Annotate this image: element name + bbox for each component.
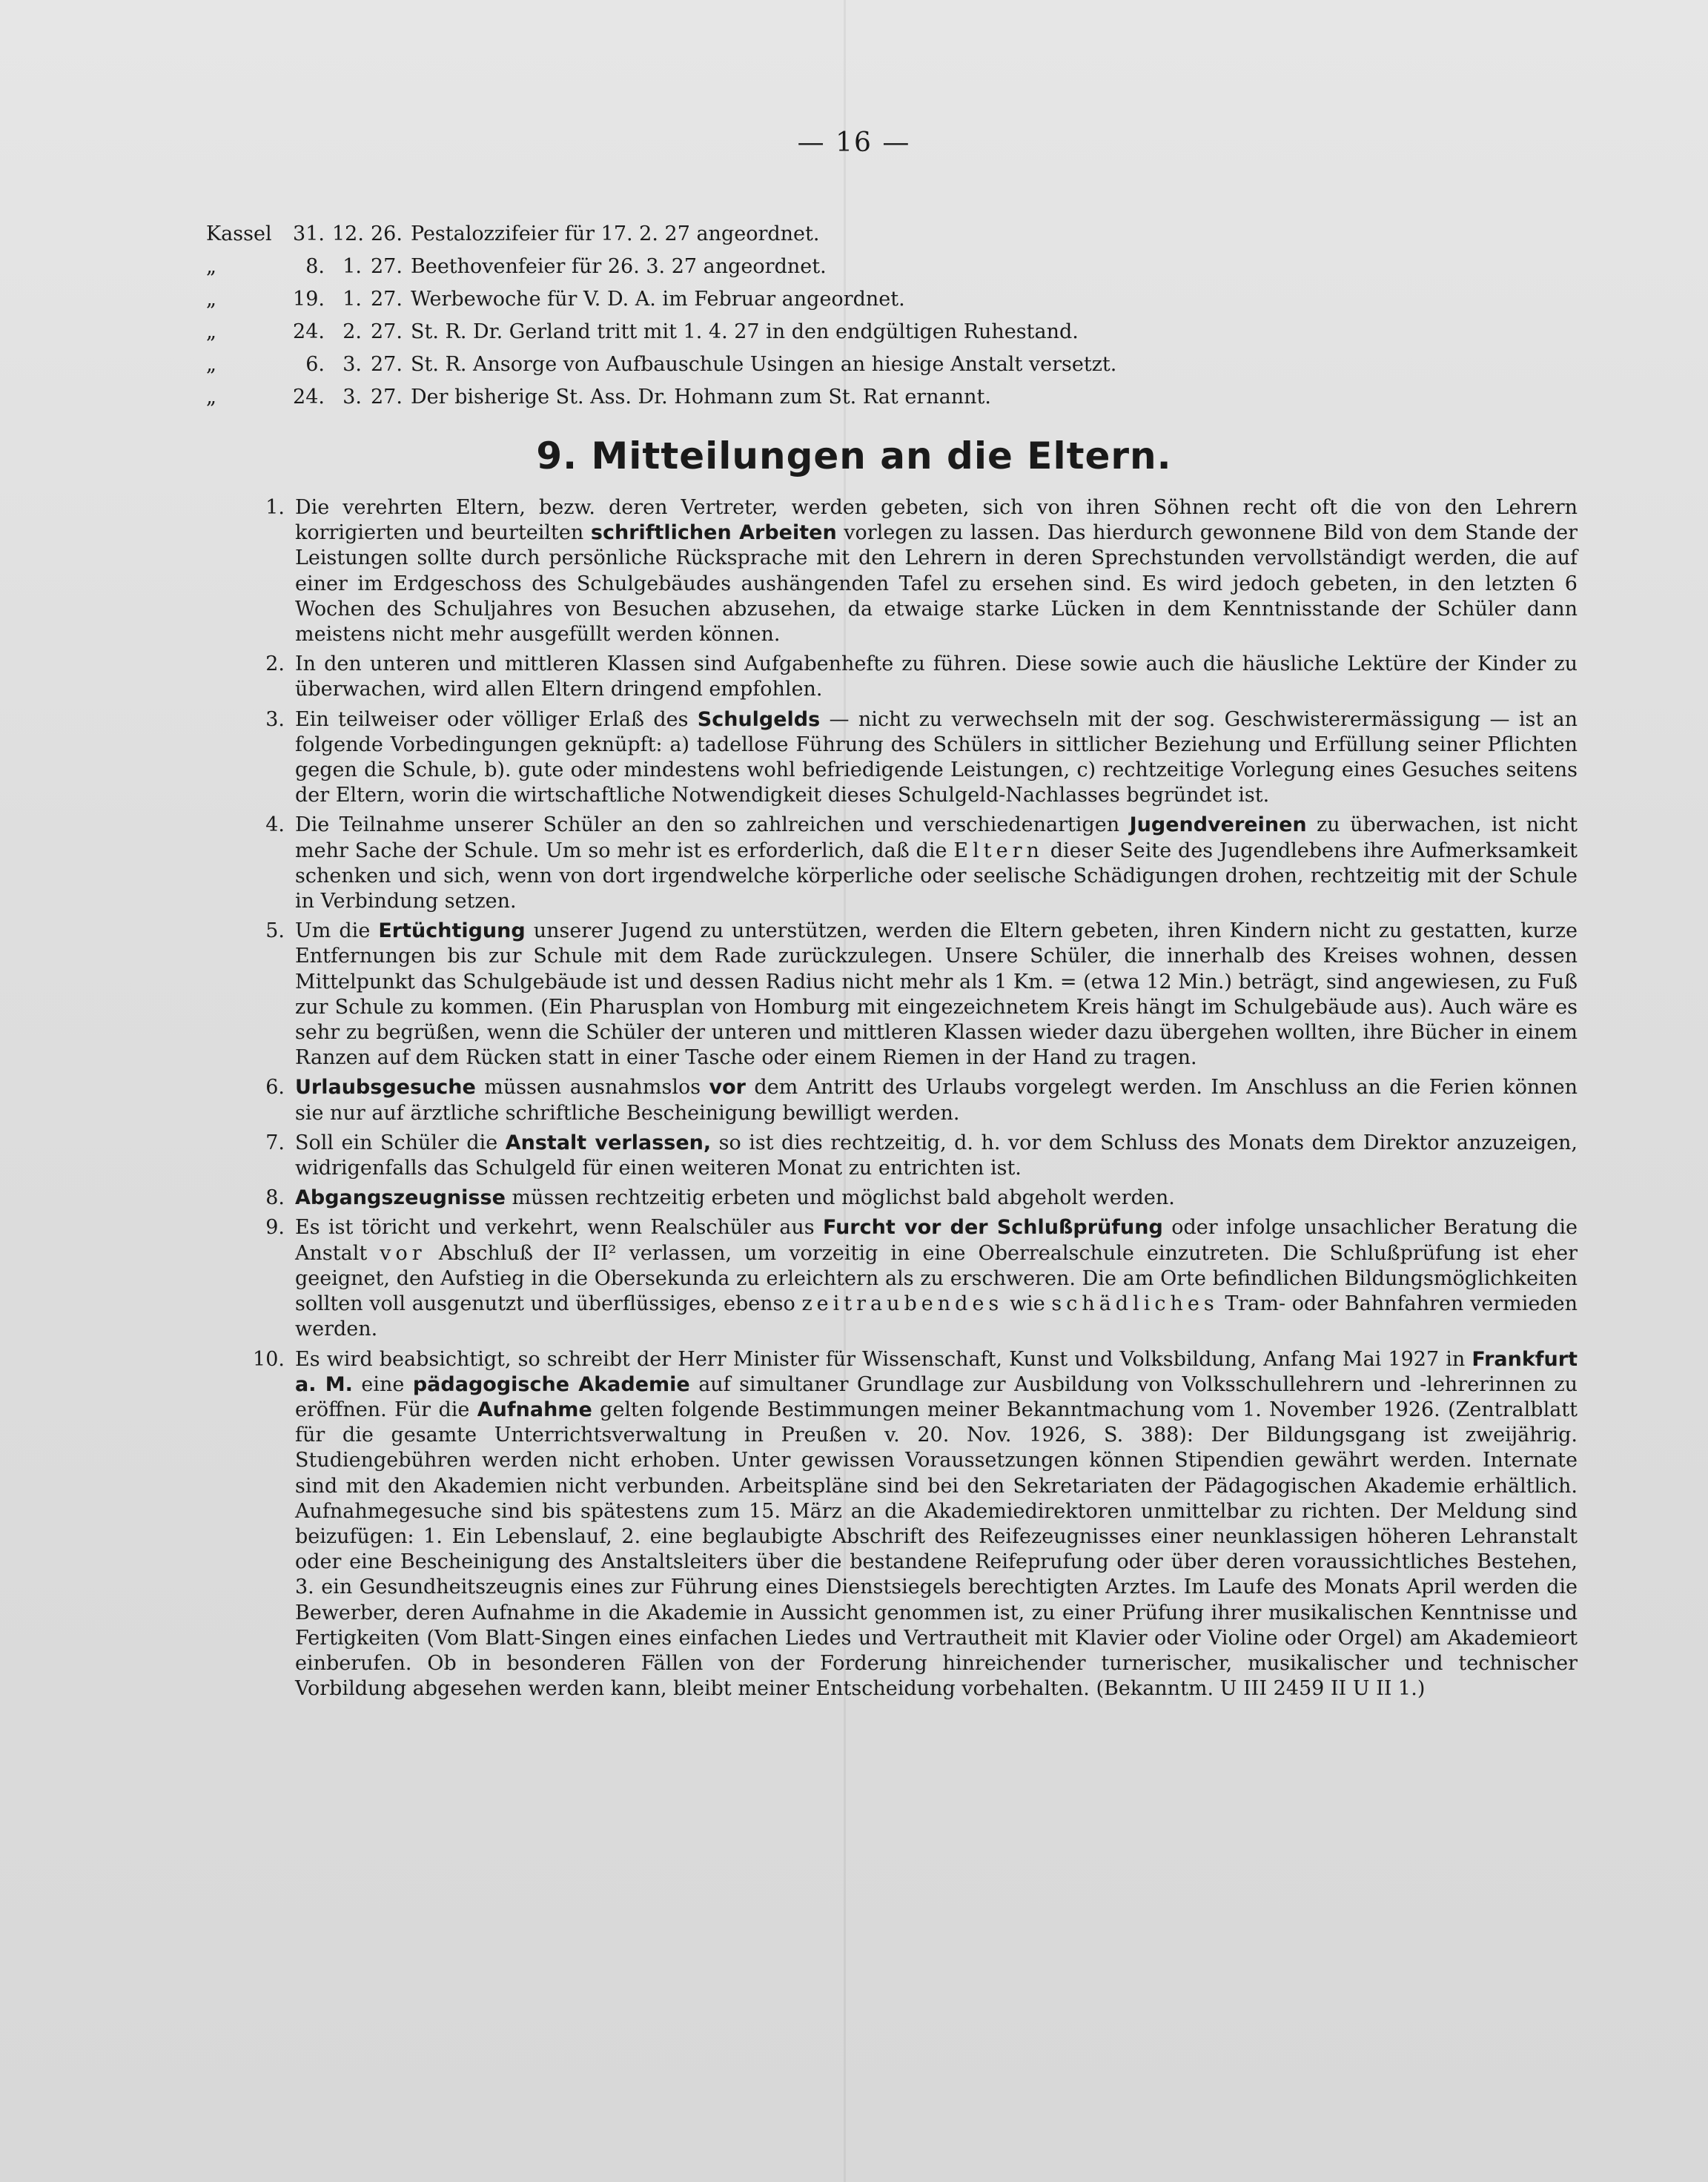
chronicle-month: 1. — [342, 255, 362, 278]
item-text: vorlegen zu lassen. Das hierdurch gewonnene Bild von dem Stande der Leistungen sollte durch persönliche Rücksprache mit den Lehrern in deren Sprechstunden vervollständigt werden, die auf einer im Erdgeschoss des Schulgebäudes aushängenden Tafel zu ersehen sind. Es wird jedoch gebeten, in den letzten 6 Wochen des Schuljahres von Besuchen abzusehen, da etwaige starke Lücken in dem Kenntnisstande der Schüler dann meistens nicht mehr ausgefüllt werden können. — [295, 521, 1578, 647]
notice-item — [265, 652, 1578, 702]
notice-item — [265, 919, 1578, 1071]
chronicle-year: 26. — [371, 222, 403, 245]
chronicle-month: 2. — [342, 320, 362, 343]
item-text: müssen rechtzeitig erbeten und möglichst bald abgeholt werden. — [505, 1186, 1175, 1210]
notice-item — [265, 495, 1578, 647]
item-text: Es wird beabsichtigt, so schreibt der Herr Minister für Wissenschaft, Kunst und Volksbildung, Anfang Mai 1927 in — [295, 1347, 1472, 1371]
chronicle-entry — [206, 251, 1615, 283]
item-emphasis: schriftlichen Arbeiten — [590, 521, 837, 545]
item-number: 10. — [253, 1347, 285, 1371]
item-number: 3. — [265, 707, 285, 731]
item-text: Es ist töricht und verkehrt, wenn Realschüler aus — [295, 1216, 823, 1240]
notice-item — [265, 1075, 1578, 1125]
item-spaced-emphasis: Eltern — [953, 839, 1044, 862]
item-emphasis: Frankfurt a. M. — [295, 1347, 1578, 1396]
item-emphasis: Ertüchtigung — [378, 919, 526, 943]
notice-item — [265, 1131, 1578, 1181]
section-title: 9. Mitteilungen an die Eltern. — [536, 434, 1172, 477]
chronicle-month: 3. — [342, 386, 362, 409]
item-text: zu überwachen, ist nicht mehr Sache der Schule. Um so mehr ist es erforderlich, daß die — [295, 813, 1578, 862]
notice-item — [265, 1186, 1578, 1211]
item-text: — nicht zu verwechseln mit der sog. Geschwisterermässigung — ist an folgende Vorbedingungen geknüpft: a) tadellose Führung des Schülers in sittlicher Beziehung und Erfüllung seiner Pflichten gegen die Schule, b). gute oder mindestens wohl befriedigende Leistungen, c) rechtzeitige Vorlegung eines Gesuches seitens der Eltern, worin die wirtschaftliche Notwendigkeit dieses Schulgeld-Nachlasses begründet ist. — [295, 707, 1578, 807]
chronicle-text: St. R. Dr. Gerland tritt mit 1. 4. 27 in den endgültigen Ruhestand. — [411, 320, 1079, 343]
item-emphasis: Furcht vor der Schlußprüfung — [822, 1216, 1163, 1240]
chronicle-day: 31. — [293, 222, 325, 245]
notice-item — [265, 707, 1578, 809]
item-text: Die verehrten Eltern, bezw. deren Vertreter, werden gebeten, sich von ihren Söhnen recht oft die von den Lehrern korrigierten und beurteilten — [295, 496, 1578, 545]
chronicle-list — [206, 218, 1615, 414]
chronicle-entry — [206, 218, 1615, 251]
item-text: In den unteren und mittleren Klassen sind Aufgabenhefte zu führen. Diese sowie auch die häusliche Lektüre der Kinder zu überwachen, wird allen Eltern dringend empfohlen. — [295, 652, 1578, 701]
chronicle-place: Kassel — [206, 222, 272, 245]
item-text: so ist dies rechtzeitig, d. h. vor dem Schluss des Monats dem Direktor anzuzeigen, widrigenfalls das Schulgeld für einen weiteren Monat zu entrichten ist. — [295, 1131, 1578, 1180]
chronicle-place: „ — [206, 386, 216, 409]
chronicle-day: 19. — [293, 288, 325, 311]
page-number: — 16 — — [797, 128, 911, 158]
item-spaced-emphasis: vor — [380, 1241, 426, 1265]
chronicle-text: Werbewoche für V. D. A. im Februar angeordnet. — [411, 288, 905, 311]
chronicle-day: 24. — [293, 386, 325, 409]
item-emphasis: Aufnahme — [477, 1398, 592, 1421]
item-emphasis: pädagogische Akademie — [412, 1372, 690, 1396]
chronicle-place: „ — [206, 288, 216, 311]
chronicle-year: 27. — [371, 353, 403, 376]
item-text: Tram- oder Bahnfahren vermieden werden. — [295, 1292, 1578, 1341]
chronicle-year: 27. — [371, 255, 403, 278]
item-text: dieser Seite des Jugendlebens ihre Aufmerksamkeit schenken und sich, wenn von dort irgendwelche körperliche oder seelische Schädigungen drohen, rechtzeitig mit der Schule in Verbindung setzen. — [295, 839, 1578, 913]
item-number: 5. — [265, 919, 285, 943]
item-emphasis: Abgangszeugnisse — [295, 1186, 506, 1210]
chronicle-text: St. R. Ansorge von Aufbauschule Usingen an hiesige Anstalt versetzt. — [411, 353, 1117, 376]
item-text: Ein teilweiser oder völliger Erlaß des — [295, 707, 698, 731]
chronicle-text: Der bisherige St. Ass. Dr. Hohmann zum St. Rat ernannt. — [411, 386, 991, 409]
item-number: 8. — [265, 1186, 285, 1210]
item-emphasis: Schulgelds — [697, 707, 821, 731]
item-text: Abschluß der II² verlassen, um vorzeitig in eine Oberrealschule einzutreten. Die Schlußprüfung ist eher geeignet, den Aufstieg in die Obersekunda zu erleichtern als zu erschweren. Die am Orte befindlichen Bildungsmöglichkeiten sollten voll ausgenutzt und überflüssiges, ebenso — [295, 1241, 1578, 1316]
item-text: unserer Jugend zu unterstützen, werden die Eltern gebeten, ihren Kindern nicht zu gestatten, kurze Entfernungen bis zur Schule mit dem Rade zurückzulegen. Unsere Schüler, die innerhalb des Kreises wohnen, dessen Mittelpunkt das Schulgebäude ist und dessen Radius nicht mehr als 1 Km. = (etwa 12 Min.) beträgt, sind angewiesen, zu Fuß zur Schule zu kommen. (Ein Pharusplan von Homburg mit eingezeichnetem Kreis hängt im Schulgebäude aus). Auch wäre es sehr zu begrüßen, wenn die Schüler der unteren und mittleren Klassen wieder dazu übergehen wollten, ihre Bücher in einem Ranzen auf dem Rücken statt in einer Tasche oder einem Riemen in der Hand zu tragen. — [295, 919, 1578, 1070]
item-spaced-emphasis: zeitraubendes — [801, 1292, 1004, 1316]
chronicle-place: „ — [206, 255, 216, 278]
item-emphasis: Jugendvereinen — [1129, 813, 1307, 837]
chronicle-day: 6. — [305, 353, 325, 376]
item-number: 4. — [265, 813, 285, 837]
chronicle-month: 12. — [332, 222, 364, 245]
chronicle-year: 27. — [371, 288, 403, 311]
chronicle-entry — [206, 348, 1615, 381]
chronicle-month: 3. — [342, 353, 362, 376]
item-number: 9. — [265, 1216, 285, 1240]
chronicle-entry — [206, 381, 1615, 414]
chronicle-year: 27. — [371, 320, 403, 343]
item-number: 1. — [265, 496, 285, 519]
notice-list — [253, 495, 1578, 1706]
item-text: eine — [352, 1372, 413, 1396]
item-text: wie — [1003, 1292, 1052, 1316]
item-number: 7. — [265, 1131, 285, 1154]
chronicle-text: Beethovenfeier für 26. 3. 27 angeordnet. — [411, 255, 827, 278]
chronicle-day: 24. — [293, 320, 325, 343]
item-emphasis: vor — [709, 1076, 746, 1100]
item-number: 6. — [265, 1076, 285, 1100]
item-number: 2. — [265, 652, 285, 676]
item-text: Um die — [295, 919, 379, 943]
notice-item — [265, 813, 1578, 914]
chronicle-place: „ — [206, 353, 216, 376]
item-text: Soll ein Schüler die — [295, 1131, 506, 1154]
item-text: auf simultaner Grundlage zur Ausbildung von Volksschullehrern und -lehrerinnen zu eröffnen. Für die — [295, 1372, 1578, 1421]
item-text: oder infolge unsachlicher Beratung die Anstalt — [295, 1216, 1578, 1265]
notice-item — [265, 1215, 1578, 1342]
item-text: müssen ausnahmslos — [475, 1076, 709, 1100]
chronicle-day: 8. — [305, 255, 325, 278]
chronicle-text: Pestalozzifeier für 17. 2. 27 angeordnet. — [411, 222, 820, 245]
chronicle-entry — [206, 283, 1615, 316]
item-spaced-emphasis: schädliches — [1051, 1292, 1219, 1316]
chronicle-entry — [206, 316, 1615, 348]
chronicle-place: „ — [206, 320, 216, 343]
notice-item — [253, 1347, 1578, 1702]
item-emphasis: Urlaubsgesuche — [295, 1076, 476, 1100]
item-text: Die Teilnahme unserer Schüler an den so zahlreichen und verschiedenartigen — [295, 813, 1130, 837]
item-text: gelten folgende Bestimmungen meiner Bekanntmachung vom 1. November 1926. (Zentralblatt für die gesamte Unterrichtsverwaltung in Preußen v. 20. Nov. 1926, S. 388): Der Bildungsgang ist zweijährig. Studiengebühren werden nicht erhoben. Unter gewissen Voraussetzungen können Stipendien gewährt werden. Internate sind mit den Akademien nicht verbunden. Arbeitspläne sind bei den Sekretariaten der Pädagogischen Akademie erhältlich. Aufnahmegesuche sind bis spätestens zum 15. März an die Akademiedirektoren unmittelbar zu richten. Der Meldung sind beizufügen: 1. Ein Lebenslauf, 2. eine beglaubigte Abschrift des Reifezeugnisses einer neunklassigen höheren Lehranstalt oder eine Bescheinigung des Anstaltsleiters über die bestandene Reifeprufung oder über deren voraussichtliches Bestehen, 3. ein Gesundheitszeugnis eines zur Führung eines Dienstsiegels berechtigten Arztes. Im Laufe des Monats April werden die Bewerber, deren Aufnahme in die Akademie in Aussicht genommen ist, zu einer Prüfung ihrer musikalischen Kenntnisse und Fertigkeiten (Vom Blatt-Singen eines einfachen Liedes und Vertrautheit mit Klavier oder Violine oder Orgel) am Akademieort einberufen. Ob in besonderen Fällen von der Forderung hinreichender turnerischer, musikalischer und technischer Vorbildung abgesehen werden kann, bleibt meiner Entscheidung vorbehalten. (Bekanntm. U III 2459 II U II 1.) — [295, 1398, 1578, 1701]
item-text: dem Antritt des Urlaubs vorgelegt werden. Im Anschluss an die Ferien können sie nur auf ärztliche schriftliche Bescheinigung bewilligt werden. — [295, 1076, 1578, 1125]
item-emphasis: Anstalt verlassen, — [505, 1131, 712, 1154]
chronicle-month: 1. — [342, 288, 362, 311]
chronicle-year: 27. — [371, 386, 403, 409]
